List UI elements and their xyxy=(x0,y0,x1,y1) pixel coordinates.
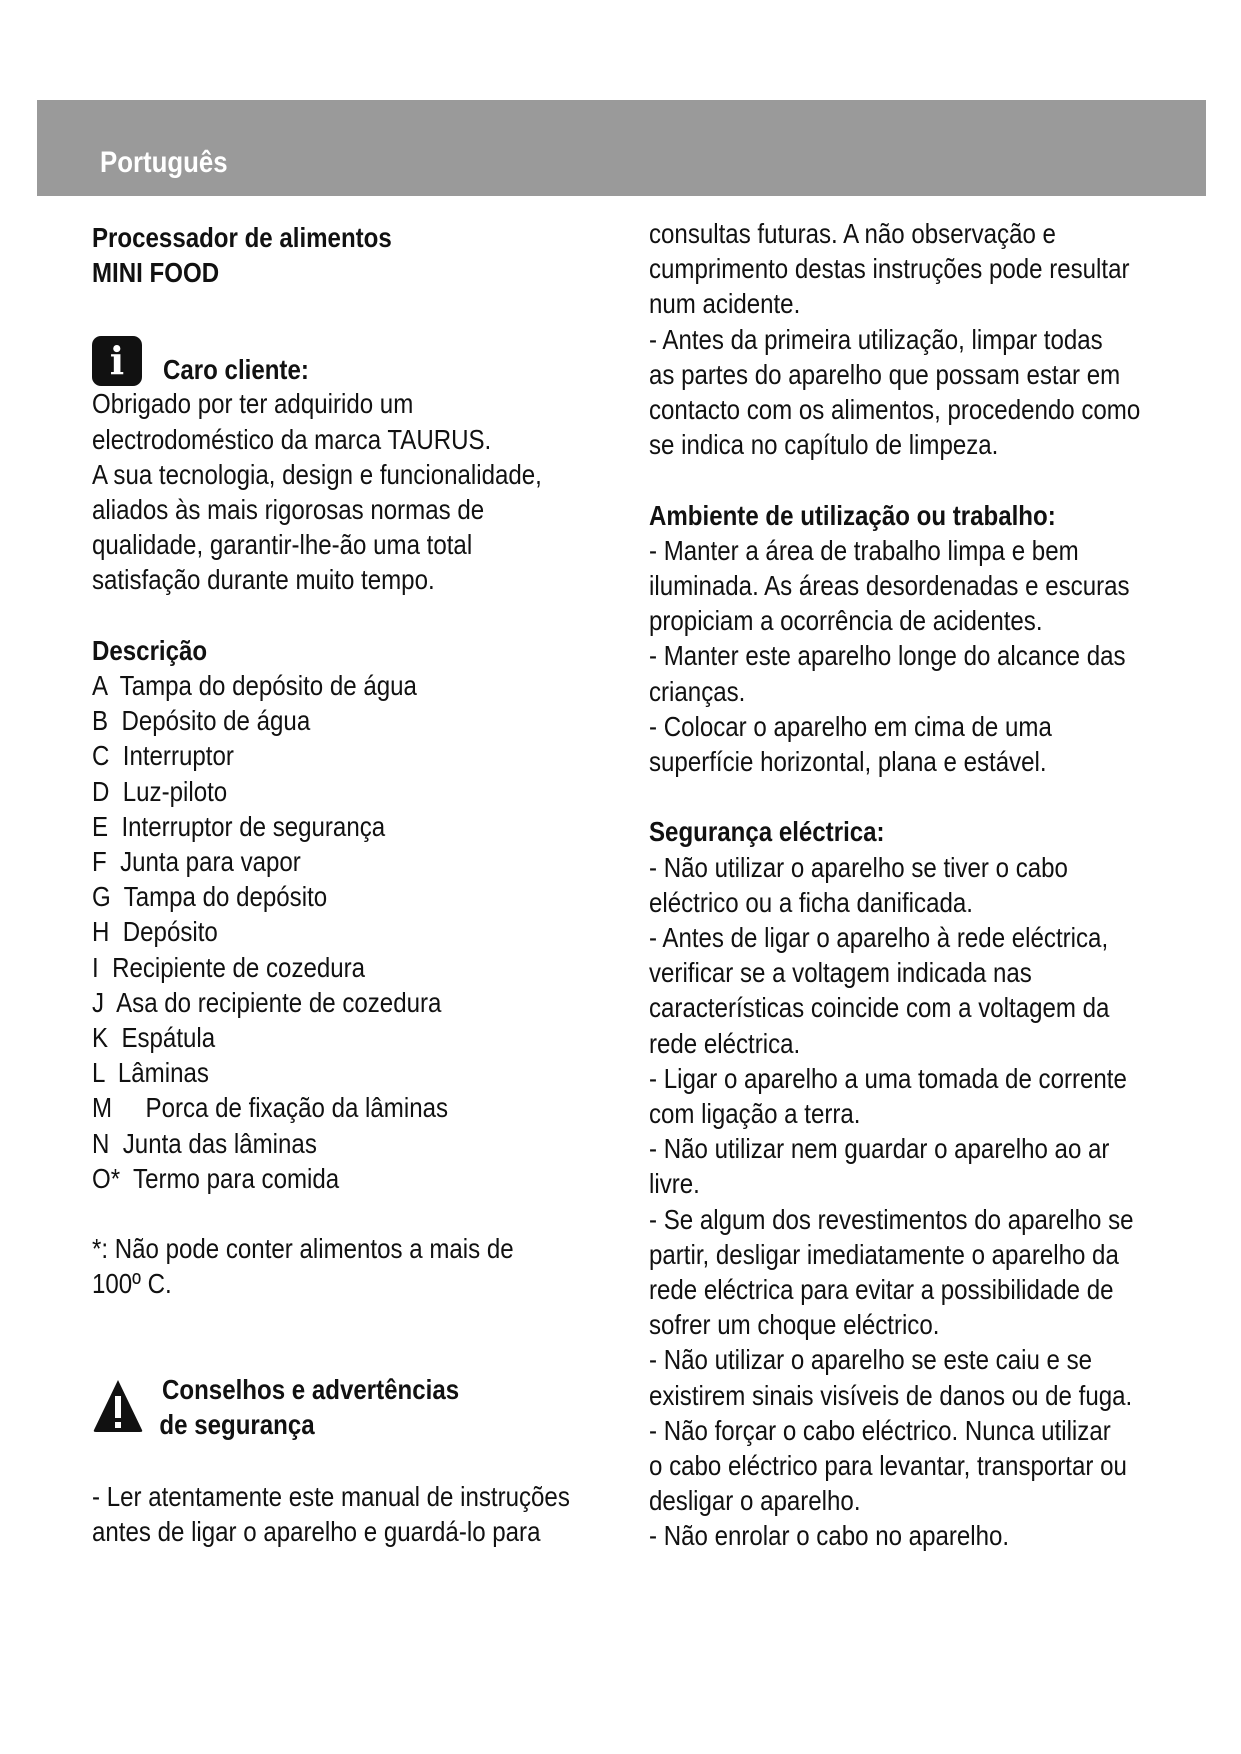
greeting-text xyxy=(92,386,632,597)
electrical-line: existirem sinais visíveis de danos ou de fuga. xyxy=(649,1379,1133,1411)
description-item: D Luz-piloto xyxy=(92,775,228,807)
electrical-line: eléctrico ou a ficha danificada. xyxy=(649,886,973,918)
language-title: Português xyxy=(100,146,228,179)
description-item: J Asa do recipiente de cozedura xyxy=(92,986,442,1018)
footnote-line: *: Não pode conter alimentos a mais de xyxy=(92,1233,514,1265)
safety-intro xyxy=(92,1479,632,1549)
electrical-line: partir, desligar imediatamente o aparelho da xyxy=(649,1238,1119,1270)
intro-line: cumprimento destas instruções pode resultar xyxy=(649,253,1130,285)
greeting-line: A sua tecnologia, design e funcionalidade, xyxy=(92,458,542,490)
electrical-line: - Se algum dos revestimentos do aparelho se xyxy=(649,1203,1134,1235)
greeting-heading xyxy=(92,338,632,386)
safety-intro-line: antes de ligar o aparelho e guardá-lo para xyxy=(92,1516,541,1548)
safety-intro-line: - Ler atentamente este manual de instruções xyxy=(92,1480,570,1512)
safety-title-line: Conselhos e advertências xyxy=(162,1373,460,1405)
electrical-line: sofrer um choque eléctrico. xyxy=(649,1309,940,1341)
greeting-line: Obrigado por ter adquirido um xyxy=(92,388,414,420)
info-icon: i xyxy=(92,336,142,386)
description-item: K Espátula xyxy=(92,1022,216,1054)
environment-line: propiciam a ocorrência de acidentes. xyxy=(649,605,1043,637)
greeting-line: electrodoméstico da marca TAURUS. xyxy=(92,423,492,455)
description-list xyxy=(92,668,632,1196)
intro-line: contacto com os alimentos, procedendo como xyxy=(649,394,1141,426)
greeting-title: Caro cliente: xyxy=(163,354,309,386)
environment-text xyxy=(649,533,1189,779)
intro-line: as partes do aparelho que possam estar em xyxy=(649,358,1121,390)
description-title: Descrição xyxy=(92,634,208,666)
footnote-line: 100º C. xyxy=(92,1268,172,1300)
description-item: M Porca de fixação da lâminas xyxy=(92,1092,449,1124)
intro-line: consultas futuras. A não observação e xyxy=(649,218,1056,249)
environment-line: superfície horizontal, plana e estável. xyxy=(649,746,1047,778)
description-item: G Tampa do depósito xyxy=(92,881,328,913)
electrical-line: livre. xyxy=(649,1168,700,1200)
greeting-line: qualidade, garantir-lhe-ão uma total xyxy=(92,529,473,561)
description-item: E Interruptor de segurança xyxy=(92,810,386,842)
environment-line: - Colocar o aparelho em cima de uma xyxy=(649,710,1052,742)
product-model: MINI FOOD xyxy=(92,257,220,289)
description-item: H Depósito xyxy=(92,916,218,948)
electrical-line: - Antes de ligar o aparelho à rede eléctrica, xyxy=(649,922,1109,954)
safety-title-line: de segurança xyxy=(159,1408,315,1440)
environment-line: iluminada. As áreas desordenadas e escuras xyxy=(649,570,1130,602)
electrical-line: rede eléctrica. xyxy=(649,1027,801,1059)
electrical-line: rede eléctrica para evitar a possibilidade de xyxy=(649,1274,1114,1306)
safety-title xyxy=(159,1372,460,1442)
warning-icon xyxy=(92,1378,144,1434)
intro-line: se indica no capítulo de limpeza. xyxy=(649,429,999,461)
greeting-line: satisfação durante muito tempo. xyxy=(92,564,435,596)
description-item: A Tampa do depósito de água xyxy=(92,670,417,702)
description-item: O* Termo para comida xyxy=(92,1162,340,1194)
electrical-line: características coincide com a voltagem da xyxy=(649,992,1110,1024)
description-item: C Interruptor xyxy=(92,740,234,772)
language-header-bar xyxy=(37,100,1206,196)
environment-line: - Manter a área de trabalho limpa e bem xyxy=(649,534,1079,566)
description-item: F Junta para vapor xyxy=(92,846,301,878)
electrical-title: Segurança eléctrica: xyxy=(649,816,885,848)
description-item: I Recipiente de cozedura xyxy=(92,951,366,983)
environment-line: - Manter este aparelho longe do alcance das xyxy=(649,640,1126,672)
electrical-line: - Não enrolar o cabo no aparelho. xyxy=(649,1520,1010,1552)
electrical-line: - Não utilizar o aparelho se tiver o cabo xyxy=(649,851,1068,883)
electrical-line: - Ligar o aparelho a uma tomada de corrente xyxy=(649,1062,1127,1094)
electrical-line: o cabo eléctrico para levantar, transportar ou xyxy=(649,1450,1127,1482)
description-item: L Lâminas xyxy=(92,1057,209,1089)
electrical-text xyxy=(649,850,1189,1554)
electrical-line: - Não forçar o cabo eléctrico. Nunca utilizar xyxy=(649,1414,1111,1446)
electrical-line: com ligação a terra. xyxy=(649,1098,861,1130)
electrical-line: - Não utilizar o aparelho se este caiu e se xyxy=(649,1344,1093,1376)
right-column xyxy=(649,216,1189,1554)
environment-title: Ambiente de utilização ou trabalho: xyxy=(649,499,1056,531)
description-item: B Depósito de água xyxy=(92,705,311,737)
greeting-line: aliados às mais rigorosas normas de xyxy=(92,494,485,526)
electrical-line: desligar o aparelho. xyxy=(649,1485,861,1517)
electrical-line: verificar se a voltagem indicada nas xyxy=(649,957,1032,989)
intro-line: - Antes da primeira utilização, limpar todas xyxy=(649,323,1103,355)
left-column xyxy=(92,220,632,1549)
environment-line: crianças. xyxy=(649,675,746,707)
safety-heading xyxy=(92,1372,632,1444)
description-item: N Junta das lâminas xyxy=(92,1127,317,1159)
footnote xyxy=(92,1231,632,1301)
electrical-line: - Não utilizar nem guardar o aparelho ao ar xyxy=(649,1133,1110,1165)
product-title: Processador de alimentos xyxy=(92,222,392,253)
intro-text xyxy=(649,216,1189,462)
intro-line: num acidente. xyxy=(649,288,801,320)
